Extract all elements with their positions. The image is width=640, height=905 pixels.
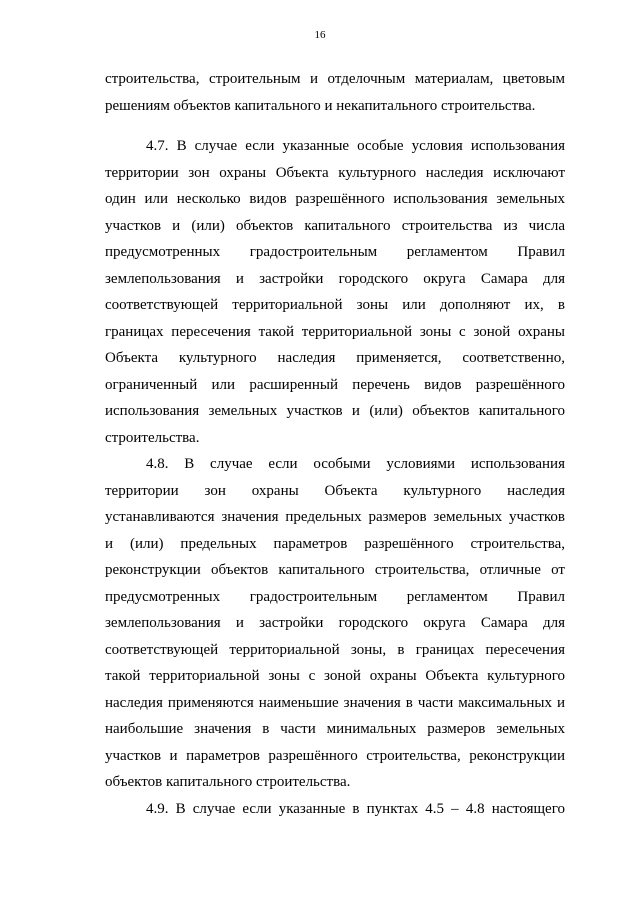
text-line: наибольшие значения в части минимальных размеров земельных [105, 721, 565, 737]
text-line: 4.8. В случае если особыми условиями использования [146, 456, 565, 472]
paragraph-continuation [105, 66, 565, 119]
text-line: строительства, строительным и отделочным материалам, цветовым [105, 71, 565, 87]
text-line: наследия применяются наименьшие значения в части максимальных и [105, 694, 565, 711]
text-line: 4.9. В случае если указанные в пунктах 4.5 – 4.8 настоящего [146, 800, 565, 817]
text-line: предусмотренных градостроительным регламентом Правил [105, 588, 565, 605]
text-line: строительства. [105, 429, 200, 446]
text-line: устанавливаются значения предельных размеров земельных участков [105, 509, 565, 525]
document-body [105, 66, 565, 822]
text-line: границах пересечения такой территориальной зоны с зоной охраны [105, 323, 565, 340]
text-line: предусмотренных градостроительным регламентом Правил [105, 244, 565, 260]
text-line: 4.7. В случае если указанные особые условия использования [146, 138, 565, 154]
text-line: территории зон охраны Объекта культурного наследия исключают [105, 164, 565, 181]
page-number: 16 [314, 29, 326, 41]
text-line: использования земельных участков и (или) объектов капитального [105, 403, 565, 419]
text-line: участков и (или) объектов капитального строительства из числа [105, 217, 565, 234]
text-line: землепользования и застройки городского округа Самара для [105, 270, 565, 287]
paragraph-4-9 [105, 796, 565, 823]
text-line: решениям объектов капитального и некапитального строительства. [105, 97, 536, 114]
text-line: ограниченный или расширенный перечень видов разрешённого [105, 376, 565, 393]
text-line: участков и параметров разрешённого строительства, реконструкции [105, 747, 565, 764]
text-line: соответствующей территориальной зоны, в границах пересечения [105, 641, 565, 658]
text-line: такой территориальной зоны с зоной охраны Объекта культурного [105, 668, 565, 684]
text-line: реконструкции объектов капитального строительства, отличные от [105, 562, 565, 578]
text-line: Объекта культурного наследия применяется, соответственно, [105, 350, 565, 366]
text-line: объектов капитального строительства. [105, 774, 351, 790]
paragraph-4-8 [105, 451, 565, 796]
text-line: землепользования и застройки городского округа Самара для [105, 615, 565, 631]
paragraph-4-7 [105, 133, 565, 451]
text-line: территории зон охраны Объекта культурного наследия [105, 482, 565, 499]
text-line: и (или) предельных параметров разрешённого строительства, [105, 535, 565, 552]
text-line: один или несколько видов разрешённого использования земельных [105, 191, 565, 207]
text-line: соответствующей территориальной зоны или дополняют их, в [105, 297, 565, 313]
